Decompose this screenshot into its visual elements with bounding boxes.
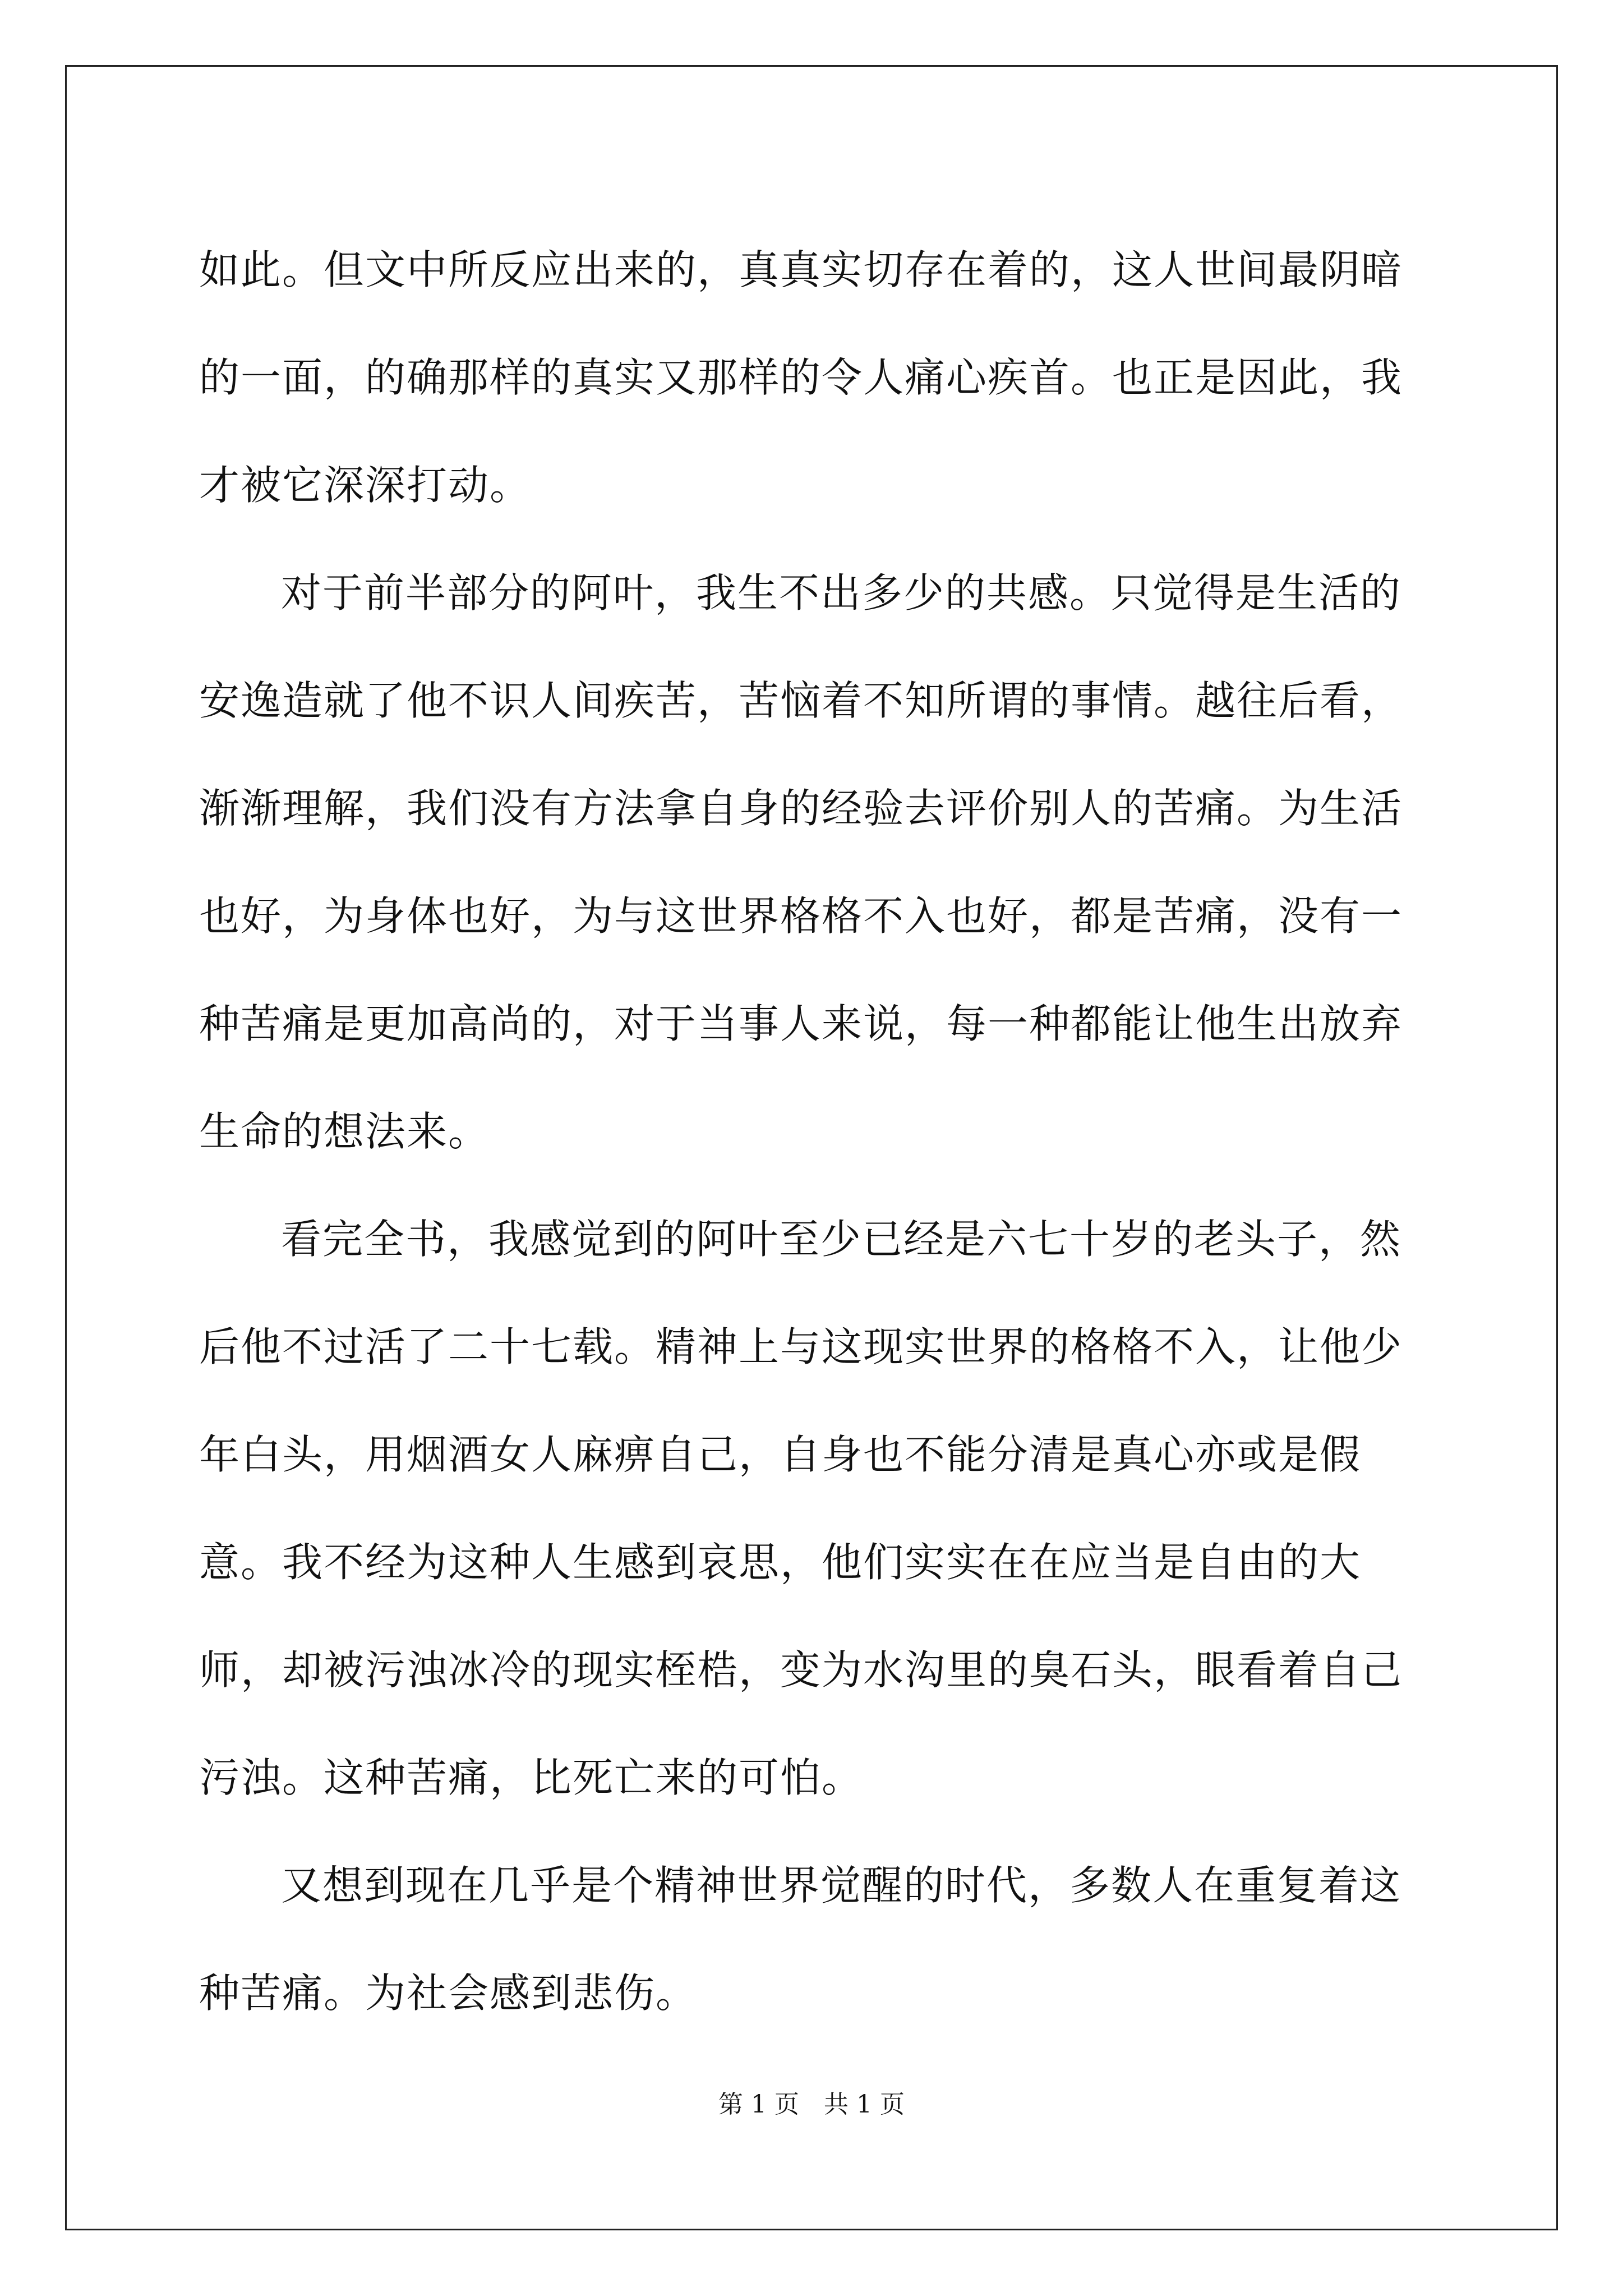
paragraph-3: 看完全书，我感觉到的阿叶至少已经是六七十岁的老头子，然后他不过活了二十七载。精神上与这现实世界的格格不入，让他少年白头，用烟酒女人麻痹自己，自身也不能分清是真心亦或是假意。我不经为这种人生感到哀思，他们实实在在应当是自由的大师，却被污浊冰冷的现实桎梏，变为水沟里的臭石头，眼看着自己污浊。这种苦痛，比死亡来的可怕。 bbox=[199, 1216, 1403, 1801]
paragraph-1: 如此。但文中所反应出来的，真真实切存在着的，这人世间最阴暗的一面，的确那样的真实又那样的令人痛心疾首。也正是因此，我才被它深深打动。 bbox=[199, 246, 1403, 509]
paragraph-2: 对于前半部分的阿叶，我生不出多少的共感。只觉得是生活的安逸造就了他不识人间疾苦，苦恼着不知所谓的事情。越往后看，渐渐理解，我们没有方法拿自身的经验去评价别人的苦痛。为生活也好，为身体也好，为与这世界格格不入也好，都是苦痛，没有一种苦痛是更加高尚的，对于当事人来说，每一种都能让他生出放弃生命的想法来。 bbox=[199, 569, 1403, 1155]
page-number-footer: 第 1 页 共 1 页 bbox=[718, 2090, 905, 2119]
document-body bbox=[199, 216, 1430, 2047]
paragraph-4: 又想到现在几乎是个精神世界觉醒的时代，多数人在重复着这种苦痛。为社会感到悲伤。 bbox=[199, 1862, 1402, 2017]
